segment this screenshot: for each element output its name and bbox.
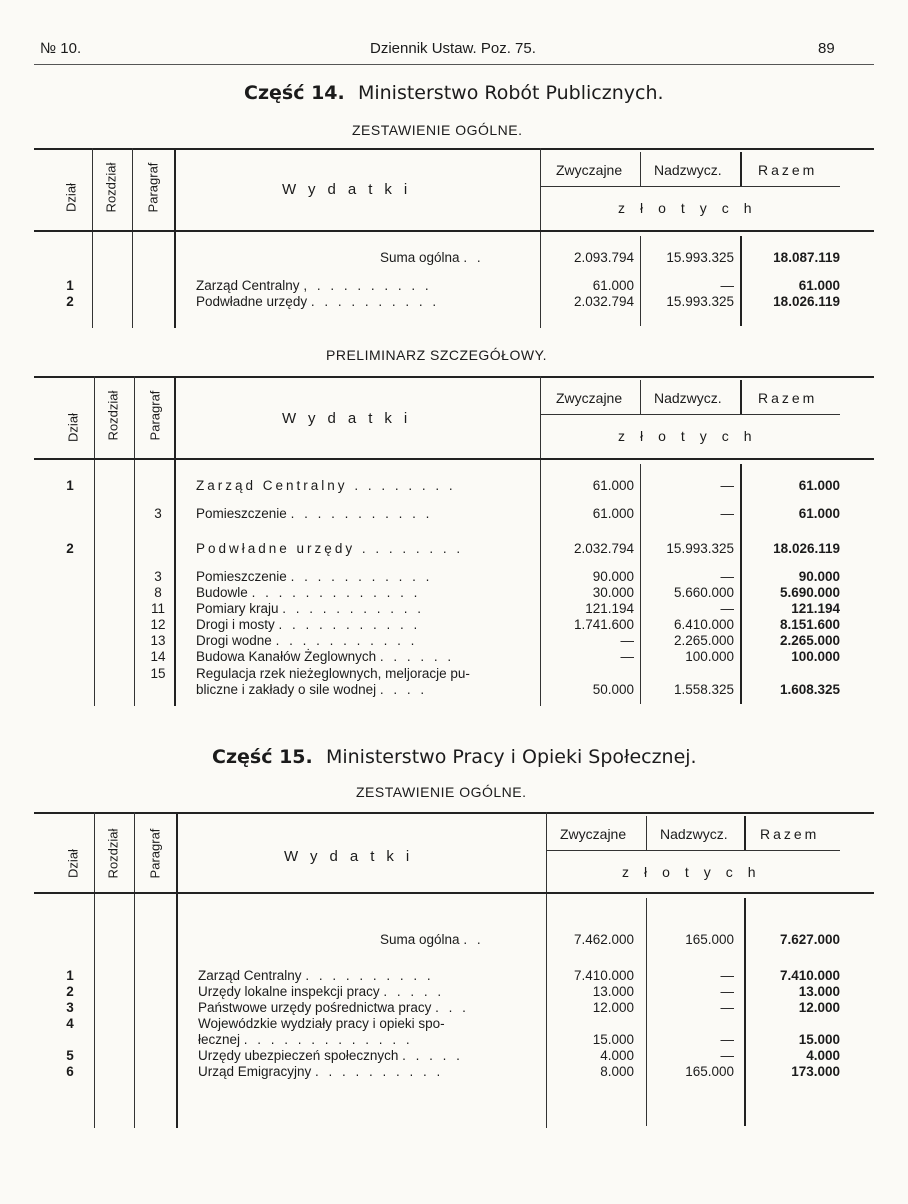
- table-row: [0, 569, 908, 585]
- paragraf-cell: 13: [150, 633, 166, 648]
- leader-dots: . . . . . .: [379, 649, 455, 664]
- col-dzial: Dział: [65, 849, 81, 878]
- part14-title: Część 14. Ministerstwo Robót Publicznych.: [244, 82, 664, 104]
- description-text: Budowle: [196, 585, 248, 600]
- table-row: [0, 278, 908, 294]
- description-cell: [198, 1048, 463, 1064]
- nadzwycz-cell: 15.993.325: [666, 294, 734, 309]
- description-text: Pomieszczenie: [196, 569, 287, 584]
- razem-cell: 18.026.119: [773, 541, 840, 556]
- col-razem: Razem: [758, 162, 818, 178]
- leader-dots: . . . . . . . . . . . . .: [243, 1032, 413, 1047]
- description-cell: [196, 294, 439, 310]
- leader-dots: . . . . . . . . . . .: [282, 601, 425, 616]
- razem-cell: 15.000: [798, 1032, 840, 1047]
- zwyczajne-cell: 15.000: [592, 1032, 634, 1047]
- nadzwycz-cell: —: [720, 1048, 734, 1063]
- nadzwycz-cell: —: [720, 1000, 734, 1015]
- nadzwycz-cell: —: [720, 968, 734, 983]
- col-nadzwycz: Nadzwycz.: [654, 162, 722, 178]
- leader-dots: . . . . . . . . . .: [305, 968, 434, 983]
- nadzwycz-cell: 15.993.325: [666, 250, 734, 265]
- zwyczajne-cell: —: [620, 633, 634, 648]
- dzial-cell: 1: [66, 968, 74, 983]
- paragraf-cell: 14: [150, 649, 166, 664]
- zwyczajne-cell: 1.741.600: [573, 617, 634, 632]
- nadzwycz-cell: 6.410.000: [673, 617, 734, 632]
- header-rule: [34, 64, 874, 65]
- razem-cell: 13.000: [798, 984, 840, 999]
- col-wydatki: Wydatki: [284, 848, 422, 865]
- journal-title: Dziennik Ustaw. Poz. 75.: [370, 40, 536, 57]
- col-paragraf: Paragraf: [147, 828, 163, 879]
- leader-dots: . . . . . . . .: [354, 478, 456, 493]
- table-row: [0, 968, 908, 984]
- description-text: Regulacja rzek nieżeglownych, meljoracje pu-: [196, 666, 470, 681]
- table-row: [0, 1016, 908, 1032]
- description-cell: [196, 666, 470, 682]
- leader-dots: . . . . . . . . . . . . .: [251, 585, 421, 600]
- col-paragraf: Paragraf: [147, 390, 163, 441]
- description-cell: [196, 649, 454, 665]
- description-cell: [198, 1064, 443, 1080]
- description-cell: [196, 569, 432, 585]
- razem-cell: 8.151.600: [779, 617, 840, 632]
- description-text: Urzędy ubezpieczeń społecznych: [198, 1048, 399, 1063]
- description-cell: [196, 682, 427, 698]
- col-nadzwycz: Nadzwycz.: [660, 826, 728, 842]
- razem-cell: 18.026.119: [773, 294, 840, 309]
- zwyczajne-cell: 61.000: [592, 478, 634, 493]
- col-zwyczajne: Zwyczajne: [556, 390, 623, 406]
- razem-cell: 100.000: [791, 649, 840, 664]
- leader-dots: . . . . . . . . . .: [315, 1064, 444, 1079]
- description-text: Urzędy lokalne inspekcji pracy: [198, 984, 380, 999]
- nadzwycz-cell: —: [720, 278, 734, 293]
- description-text: Zarząd Centralny: [196, 478, 348, 493]
- description-cell: [196, 478, 456, 494]
- col-zwyczajne: Zwyczajne: [556, 162, 623, 178]
- dzial-cell: 5: [66, 1048, 74, 1063]
- col-rozdzial: Rozdział: [105, 828, 121, 879]
- razem-cell: 2.265.000: [779, 633, 840, 648]
- razem-cell: 1.608.325: [779, 682, 840, 697]
- zwyczajne-cell: 90.000: [592, 569, 634, 584]
- paragraf-cell: 15: [150, 666, 166, 681]
- razem-cell: 61.000: [798, 478, 840, 493]
- nadzwycz-cell: 165.000: [685, 1064, 734, 1079]
- description-text: Zarząd Centralny: [196, 278, 300, 293]
- description-cell: [196, 541, 463, 557]
- zwyczajne-cell: —: [620, 649, 634, 664]
- table-row: [0, 294, 908, 310]
- razem-cell: 18.087.119: [773, 250, 840, 265]
- razem-cell: 4.000: [806, 1048, 840, 1063]
- col-zlotych: złotych: [618, 200, 767, 216]
- col-zwyczajne: Zwyczajne: [560, 826, 627, 842]
- description-text: Drogi i mosty: [196, 617, 275, 632]
- zwyczajne-cell: 8.000: [600, 1064, 634, 1079]
- razem-cell: 7.627.000: [779, 932, 840, 947]
- razem-cell: 173.000: [791, 1064, 840, 1079]
- nadzwycz-cell: —: [720, 506, 734, 521]
- leader-dots: . . . .: [379, 682, 428, 697]
- leader-dots: , . . . . . . . . .: [303, 278, 432, 293]
- zwyczajne-cell: 61.000: [592, 506, 634, 521]
- nadzwycz-cell: 5.660.000: [673, 585, 734, 600]
- dzial-cell: 1: [66, 478, 74, 493]
- col-rozdzial: Rozdział: [103, 162, 119, 213]
- nadzwycz-cell: —: [720, 601, 734, 616]
- table-row: [0, 617, 908, 633]
- leader-dots: . .: [463, 250, 484, 265]
- col-razem: Razem: [760, 826, 820, 842]
- description-cell: [380, 932, 484, 948]
- zwyczajne-cell: 2.032.794: [573, 541, 634, 556]
- paragraf-cell: 11: [150, 601, 165, 616]
- description-text: Pomiary kraju: [196, 601, 279, 616]
- dzial-cell: 3: [66, 1000, 74, 1015]
- table-row: [0, 1032, 908, 1048]
- leader-dots: . . . . .: [402, 1048, 463, 1063]
- description-cell: [196, 617, 420, 633]
- col-zlotych: złotych: [622, 864, 771, 880]
- description-text: Drogi wodne: [196, 633, 272, 648]
- nadzwycz-cell: —: [720, 1032, 734, 1047]
- description-cell: [198, 1032, 413, 1048]
- razem-cell: 5.690.000: [779, 585, 840, 600]
- leader-dots: . .: [463, 932, 484, 947]
- nadzwycz-cell: 1.558.325: [673, 682, 734, 697]
- zwyczajne-cell: 121.194: [585, 601, 634, 616]
- razem-cell: 90.000: [798, 569, 840, 584]
- description-cell: [196, 601, 424, 617]
- description-cell: [198, 1016, 445, 1032]
- zwyczajne-cell: 13.000: [592, 984, 634, 999]
- description-cell: [196, 585, 420, 601]
- description-cell: [196, 506, 432, 522]
- col-razem: Razem: [758, 390, 818, 406]
- table-row: [0, 601, 908, 617]
- description-text: Podwładne urzędy: [196, 294, 308, 309]
- description-text: Budowa Kanałów Żeglownych: [196, 649, 377, 664]
- dzial-cell: 2: [66, 294, 74, 309]
- leader-dots: . . . . . . . . . . .: [290, 506, 433, 521]
- zwyczajne-cell: 2.093.794: [573, 250, 634, 265]
- description-text: Suma ogólna: [380, 250, 460, 265]
- dzial-cell: 4: [66, 1016, 74, 1031]
- col-paragraf: Paragraf: [145, 162, 161, 213]
- dzial-cell: 6: [66, 1064, 74, 1079]
- description-text: Suma ogólna: [380, 932, 460, 947]
- part14-summary-title: ZESTAWIENIE OGÓLNE.: [352, 122, 523, 138]
- leader-dots: . . . . .: [383, 984, 445, 999]
- col-rozdzial: Rozdział: [105, 390, 121, 441]
- razem-cell: 12.000: [798, 1000, 840, 1015]
- description-cell: [198, 968, 434, 984]
- nadzwycz-cell: —: [720, 569, 734, 584]
- table-row: [0, 1000, 908, 1016]
- razem-cell: 61.000: [798, 278, 840, 293]
- description-text: Wojewódzkie wydziały pracy i opieki spo-: [198, 1016, 445, 1031]
- table-row: [0, 1064, 908, 1080]
- razem-cell: 61.000: [798, 506, 840, 521]
- nadzwycz-cell: 100.000: [685, 649, 734, 664]
- zwyczajne-cell: 12.000: [592, 1000, 634, 1015]
- part14-detail-title: PRELIMINARZ SZCZEGÓŁOWY.: [326, 347, 547, 363]
- nadzwycz-cell: 15.993.325: [666, 541, 734, 556]
- zwyczajne-cell: 4.000: [600, 1048, 634, 1063]
- paragraf-cell: 8: [154, 585, 162, 600]
- nadzwycz-cell: —: [720, 478, 734, 493]
- nadzwycz-cell: —: [720, 984, 734, 999]
- leader-dots: . . . . . . . . . .: [310, 294, 440, 309]
- zwyczajne-cell: 50.000: [592, 682, 634, 697]
- part15-summary-title: ZESTAWIENIE OGÓLNE.: [356, 784, 527, 800]
- razem-cell: 7.410.000: [779, 968, 840, 983]
- description-text: Państwowe urzędy pośrednictwa pracy: [198, 1000, 432, 1015]
- col-dzial: Dział: [63, 183, 79, 212]
- description-text: bliczne i zakłady o sile wodnej: [196, 682, 377, 697]
- page-number: 89: [818, 40, 835, 57]
- table-row: [0, 585, 908, 601]
- leader-dots: . . . . . . . . . . .: [290, 569, 433, 584]
- paragraf-cell: 3: [154, 506, 162, 521]
- table-row: [0, 932, 908, 948]
- zwyczajne-cell: 61.000: [592, 278, 634, 293]
- table-row: [0, 649, 908, 665]
- zwyczajne-cell: 2.032.794: [573, 294, 634, 309]
- description-text: łecznej: [198, 1032, 241, 1047]
- leader-dots: . . . . . . . . . . .: [275, 633, 418, 648]
- table-row: [0, 506, 908, 522]
- dzial-cell: 2: [66, 984, 74, 999]
- table-row: [0, 666, 908, 682]
- nadzwycz-cell: 2.265.000: [673, 633, 734, 648]
- table-row: [0, 984, 908, 1000]
- table-row: [0, 682, 908, 698]
- col-nadzwycz: Nadzwycz.: [654, 390, 722, 406]
- table-row: [0, 250, 908, 266]
- leader-dots: . . . . . . . .: [361, 541, 464, 556]
- zwyczajne-cell: 30.000: [592, 585, 634, 600]
- razem-cell: 121.194: [791, 601, 840, 616]
- leader-dots: . . .: [435, 1000, 469, 1015]
- table-row: [0, 633, 908, 649]
- paragraf-cell: 3: [154, 569, 162, 584]
- description-cell: [196, 278, 432, 294]
- table-row: [0, 1048, 908, 1064]
- col-wydatki: Wydatki: [282, 181, 420, 198]
- description-text: Zarząd Centralny: [198, 968, 302, 983]
- description-text: Pomieszczenie: [196, 506, 287, 521]
- table-row: [0, 541, 908, 557]
- nadzwycz-cell: 165.000: [685, 932, 734, 947]
- dzial-cell: 1: [66, 278, 74, 293]
- dzial-cell: 2: [66, 541, 74, 556]
- description-text: Podwładne urzędy: [196, 541, 356, 556]
- zwyczajne-cell: 7.462.000: [573, 932, 634, 947]
- col-wydatki: Wydatki: [282, 410, 420, 427]
- table-row: [0, 478, 908, 494]
- description-text: Urząd Emigracyjny: [198, 1064, 312, 1079]
- col-dzial: Dział: [65, 413, 81, 442]
- description-cell: [196, 633, 417, 649]
- description-cell: [380, 250, 484, 266]
- description-cell: [198, 1000, 469, 1016]
- description-cell: [198, 984, 444, 1000]
- col-zlotych: złotych: [618, 428, 767, 444]
- leader-dots: . . . . . . . . . . .: [278, 617, 421, 632]
- paragraf-cell: 12: [150, 617, 166, 632]
- part15-title: Część 15. Ministerstwo Pracy i Opieki Społecznej.: [212, 746, 697, 768]
- issue-number: № 10.: [40, 40, 82, 57]
- zwyczajne-cell: 7.410.000: [573, 968, 634, 983]
